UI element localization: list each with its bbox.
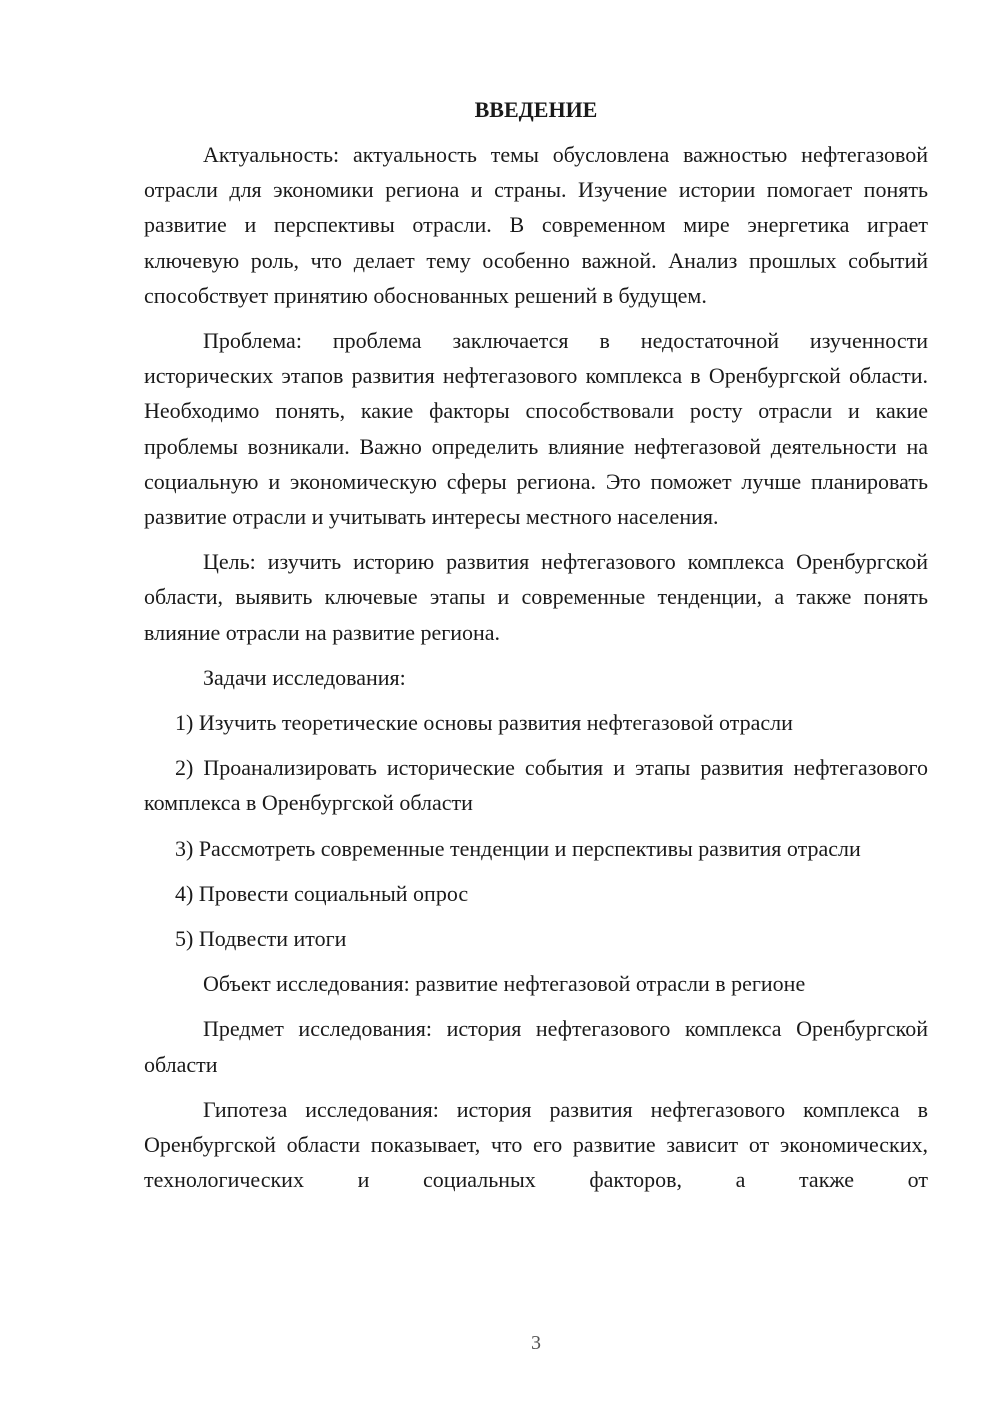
- task-item-3: 3) Рассмотреть современные тенденции и перспективы развития отрасли: [175, 835, 861, 861]
- task-item-4: 4) Провести социальный опрос: [175, 880, 469, 906]
- object-paragraph: Объект исследования: развитие нефтегазовой отрасли в регионе: [203, 971, 806, 997]
- problem-paragraph: Проблема: проблема заключается в недостаточной изученности исторических этапов развития нефтегазового комплекса в Оренбургской области. Необходимо понять, какие факторы способствовали росту отрасли и какие проблемы возникали. Важно определить влияние нефтегазовой деятельности на социальную и экономическую сферы региона. Это поможет лучше планировать развитие отрасли и учитывать интересы местного населения.: [144, 328, 928, 530]
- subject-paragraph: Предмет исследования: история нефтегазового комплекса Оренбургской области: [144, 1016, 928, 1077]
- page-number: 3: [531, 1332, 541, 1354]
- goal-paragraph: Цель: изучить историю развития нефтегазового комплекса Оренбургской области, выявить ключевые этапы и современные тенденции, а также понять влияние отрасли на развитие региона.: [144, 549, 928, 645]
- relevance-paragraph: Актуальность: актуальность темы обусловлена важностью нефтегазовой отрасли для экономики региона и страны. Изучение истории помогает понять развитие и перспективы отрасли. В современном мире энергетика играет ключевую роль, что делает тему особенно важной. Анализ прошлых событий способствует принятию обоснованных решений в будущем.: [144, 142, 928, 308]
- task-item-2: 2) Проанализировать исторические события и этапы развития нефтегазового комплекса в Оренбургской области: [144, 755, 928, 816]
- tasks-heading: Задачи исследования:: [203, 664, 406, 690]
- section-title: ВВЕДЕНИЕ: [474, 97, 598, 122]
- task-item-1: 1) Изучить теоретические основы развития нефтегазовой отрасли: [175, 710, 793, 736]
- hypothesis-paragraph: Гипотеза исследования: история развития нефтегазового комплекса в Оренбургской области показывает, что его развитие зависит от экономических, технологических и социальных факторов, а также от: [144, 1096, 928, 1193]
- page-content: [144, 92, 928, 1207]
- task-item-5: 5) Подвести итоги: [175, 926, 347, 952]
